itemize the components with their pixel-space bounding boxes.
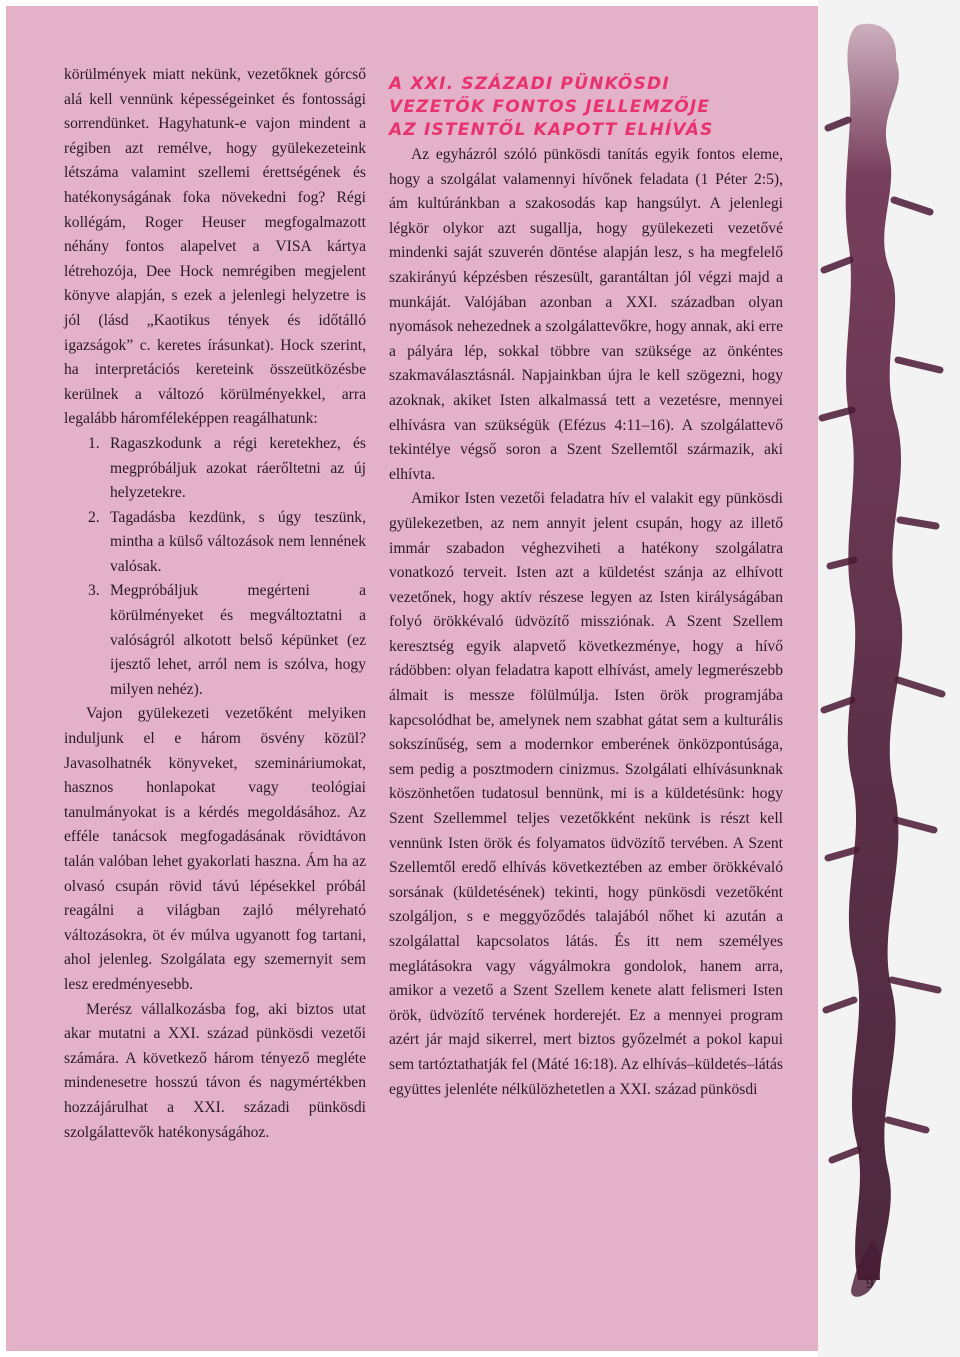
list-item-text: Ragaszkodunk a régi keretekhez, és megpróbáljuk azokat ráerőltetni az új helyzetekre. bbox=[110, 434, 366, 502]
list-item bbox=[64, 506, 366, 580]
right-paragraph-2: Amikor Isten vezetői feladatra hív el valakit egy pünkösdi gyülekezetben, az nem annyit jelent csupán, hogy az illető immár szabadon véghezviheti a hatékony szolgálatra vonatkozó terveit. Isten azt a küldetést szánja az elhívott vezetőnek, hogy aktív részese legyen az Isten királyságában folyó örökkévaló üdvözítő missziónak. A Szent Szellem keresztség egyik alapvető következménye, hogy a hívő rádöbben: olyan feladatra kapott elhívást, amely legmerészebb álmait is messze fölülmúlja. Isten örök programjába kapcsolódhat be, amelynek nem szabhat gátat sem a kulturális sokszínűség, sem a modernkor emberének önközpontúsága, sem pedig a posztmodern cinizmus. Szolgálati elhívásunknak köszönhetően tudatosul bennünk, mi is a küldetésünk: hogy Szent Szellemmel teljes vezetőkként nekünk is részt kell vennünk Isten örök és folyamatos üdvözítő tervében. A Szent Szellemtől eredő elhívás következtében az ember örökkévaló sorsának (küldetésének) tekinti, hogy pünkösdi vezetőként szolgáljon, s e meggyőződés talajából nőhet ki azután a szolgálattal kapcsolatos látás. És itt nem személyes meglátásokra vagy vágyálmokra gondolok, hanem arra, amikor a vezető a Szent Szellem kenete alatt felismeri Isten örök, üdvözítő tervének horderejét. Ez a mennyei program azért jár majd sikerrel, mert biztos győzelmét a pokol kapui sem tartóztathatják fel (Máté 16:18). Az elhívás–küldetés–látás együttes jelenléte nélkülözhetetlen a XXI. század pünkösdi bbox=[389, 490, 783, 1098]
list-item-text: Tagadásba kezdünk, s úgy teszünk, mintha a külső változások nem lennének valósak. bbox=[110, 508, 366, 575]
heading-line-3: AZ ISTENTŐL KAPOTT ELHÍVÁS bbox=[389, 120, 714, 140]
left-text-column bbox=[64, 63, 366, 1145]
list-item bbox=[64, 432, 366, 506]
right-text-column bbox=[389, 73, 783, 1102]
heading-line-1: A XXI. SZÁZADI PÜNKÖSDI bbox=[389, 74, 670, 94]
section-heading bbox=[389, 73, 783, 142]
list-item bbox=[64, 579, 366, 702]
left-paragraph-2: Vajon gyülekezeti vezetőként melyiken induljunk el e három ösvény közül? Javasolhatnék könyveket, szemináriumokat, hasznos honlapokat vagy teológiai tanulmányokat is a kérdés megoldásához. Az efféle tanácsok megfogadásának rövidtávon talán valóban lehet gyakorlati haszna. Ám ha az olvasó csupán rövid távú lépésekkel próbál reagálni a világban zajló mélyreható változásokra, öt év múlva ugyanott fog tartani, ahol jelenleg. Szolgálata egy szemernyit sem lesz eredményesebb. bbox=[64, 705, 366, 993]
list-item-text: Megpróbáljuk megérteni a körülményeket és megváltoztatni a valóságról alkotott belső képünket (ez ijesztő lehet, arról nem is szólva, hogy milyen nehéz). bbox=[110, 582, 366, 698]
right-paragraph-1: Az egyházról szóló pünkösdi tanítás egyik fontos eleme, hogy a szolgálat valamennyi hívőnek feladata (1 Péter 2:5), ám kultúránkban a szakosodás kap hangsúlyt. A jelenlegi légkör olykor azt sugallja, hogy gyülekezeti vezetővé mindenki saját szuverén döntése alapján lesz, s ha megfelelő szakirányú képzésben részesült, garantáltan jól végzi majd a munkáját. Valójában azonban a XXI. században olyan nyomások nehezednek a szolgálattevőkre, hogy annak, aki erre a pályára lép, sokkal többre van szüksége az önkéntes szakmaválasztásnál. Napjainkban újra le kell szögezni, hogy azoknak, akiket Isten alkalmassá tett a vezetésre, mennyei elhívásra van szükségük (Efézus 4:11–16). A szolgálattevő tekintélye végső soron a Szent Szellemtől származik, aki elhívta. bbox=[389, 146, 783, 483]
list-number: 2. bbox=[88, 508, 100, 526]
heading-line-2: VEZETŐK FONTOS JELLEMZŐJE bbox=[389, 97, 711, 117]
left-paragraph-3: Merész vállalkozásba fog, aki biztos utat akar mutatni a XXI. század pünkösdi vezetői számára. A következő három tényező megléte mindenesetre hosszú távon és nagymértékben hozzájárulhat a XXI. századi pünkösdi szolgálattevők hatékonyságához. bbox=[64, 1000, 366, 1141]
response-options-list bbox=[64, 432, 366, 703]
list-number: 1. bbox=[88, 434, 100, 452]
left-paragraph-1: körülmények miatt nekünk, vezetőknek górcső alá kell vennünk képességeinket és fontossági sorrendünket. Hagyhatunk-e vajon mindent a régiben azt remélve, hogy gyülekezeteink létszáma valamint szellemi érettségének és hatékonyságának foka növekedni fog? Régi kollégám, Roger Heuser megfogalmazott néhány fontos alapelvet a VISA kártya létrehozója, Dee Hock nemrégiben megjelent könyve alapján, s ezek a jelenlegi helyzetre is jól (lásd „Kaotikus tények és időtálló igazságok” c. keretes írásunkat). Hock szerint, ha interpretációs kereteink összeütközésbe kerülnek a változó körülményekkel, arra legalább háromféleképpen reagálhatunk: bbox=[64, 66, 366, 428]
list-number: 3. bbox=[88, 582, 100, 600]
page-number: 9 bbox=[866, 1276, 874, 1292]
decorative-ink-stroke bbox=[818, 0, 960, 1357]
